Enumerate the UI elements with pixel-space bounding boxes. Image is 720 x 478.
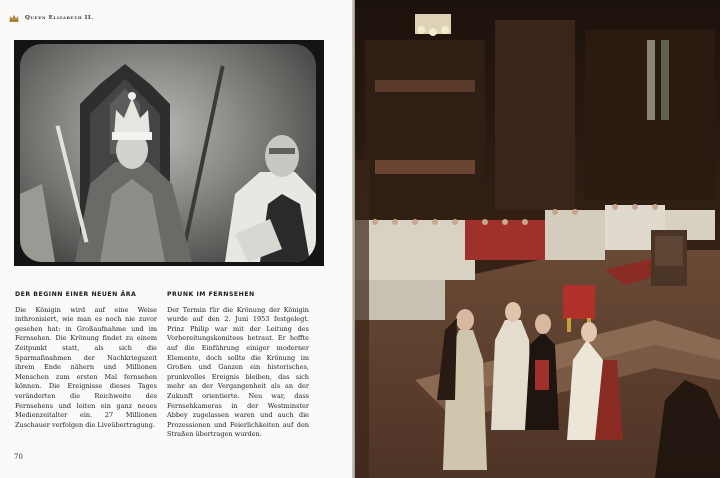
section-body: Die Königin wird auf eine Weise inthronisiert, wie man es noch nie zuvor gesehen hat: in Großaufnahme und im Fernsehen. Die Krönung findet zu einem Zeitpunkt statt, als sich die Sparmaßnahmen der Nachkriegszeit ihrem Ende nähern und Millionen Menschen zum ersten Mal fernsehen können. Die Ereignisse dieses Tages veränderten die Reichweite des Fernsehens und leiten ein ganz neues Medienzeitalter ein. 27 Millionen Zuschauer verfolgen die Liveübertragung.	[15, 305, 157, 429]
color-coronation-photo	[355, 0, 720, 478]
running-title: Queen Elizabeth II.	[25, 15, 94, 21]
bw-coronation-photo	[14, 40, 324, 266]
crown-icon	[9, 14, 19, 22]
tv-screen-frame	[20, 44, 316, 262]
abbey-scene-illustration	[355, 0, 720, 478]
section-body: Der Termin für die Krönung der Königin wurde auf den 2. Juni 1953 festgelegt. Prinz Philip war mit der Leitung des Vorbereitungskomitees betraut. Er hoffte auf die Einführung einiger moderner Elemente, doch sollte die Krönung im Großen und Ganzen ein historisches, prunkvolles Ereignis bleiben, das sich mehr an der Vergangenheit als an der Zukunft orientierte. Neu war, dass Fernsehkameras in der Westminster Abbey zugelassen waren und auch die Prozessionen und Feierlichkeiten auf den Straßen übertragen wurden.	[167, 305, 309, 439]
left-page	[0, 0, 352, 478]
bw-photo-illustration	[20, 44, 316, 262]
page-number: 70	[14, 453, 23, 461]
section-heading: PRUNK IM FERNSEHEN	[167, 291, 255, 298]
running-head	[9, 14, 94, 22]
section-left	[15, 290, 157, 430]
section-heading: DER BEGINN EINER NEUEN ÄRA	[15, 291, 137, 298]
section-right	[167, 290, 309, 440]
